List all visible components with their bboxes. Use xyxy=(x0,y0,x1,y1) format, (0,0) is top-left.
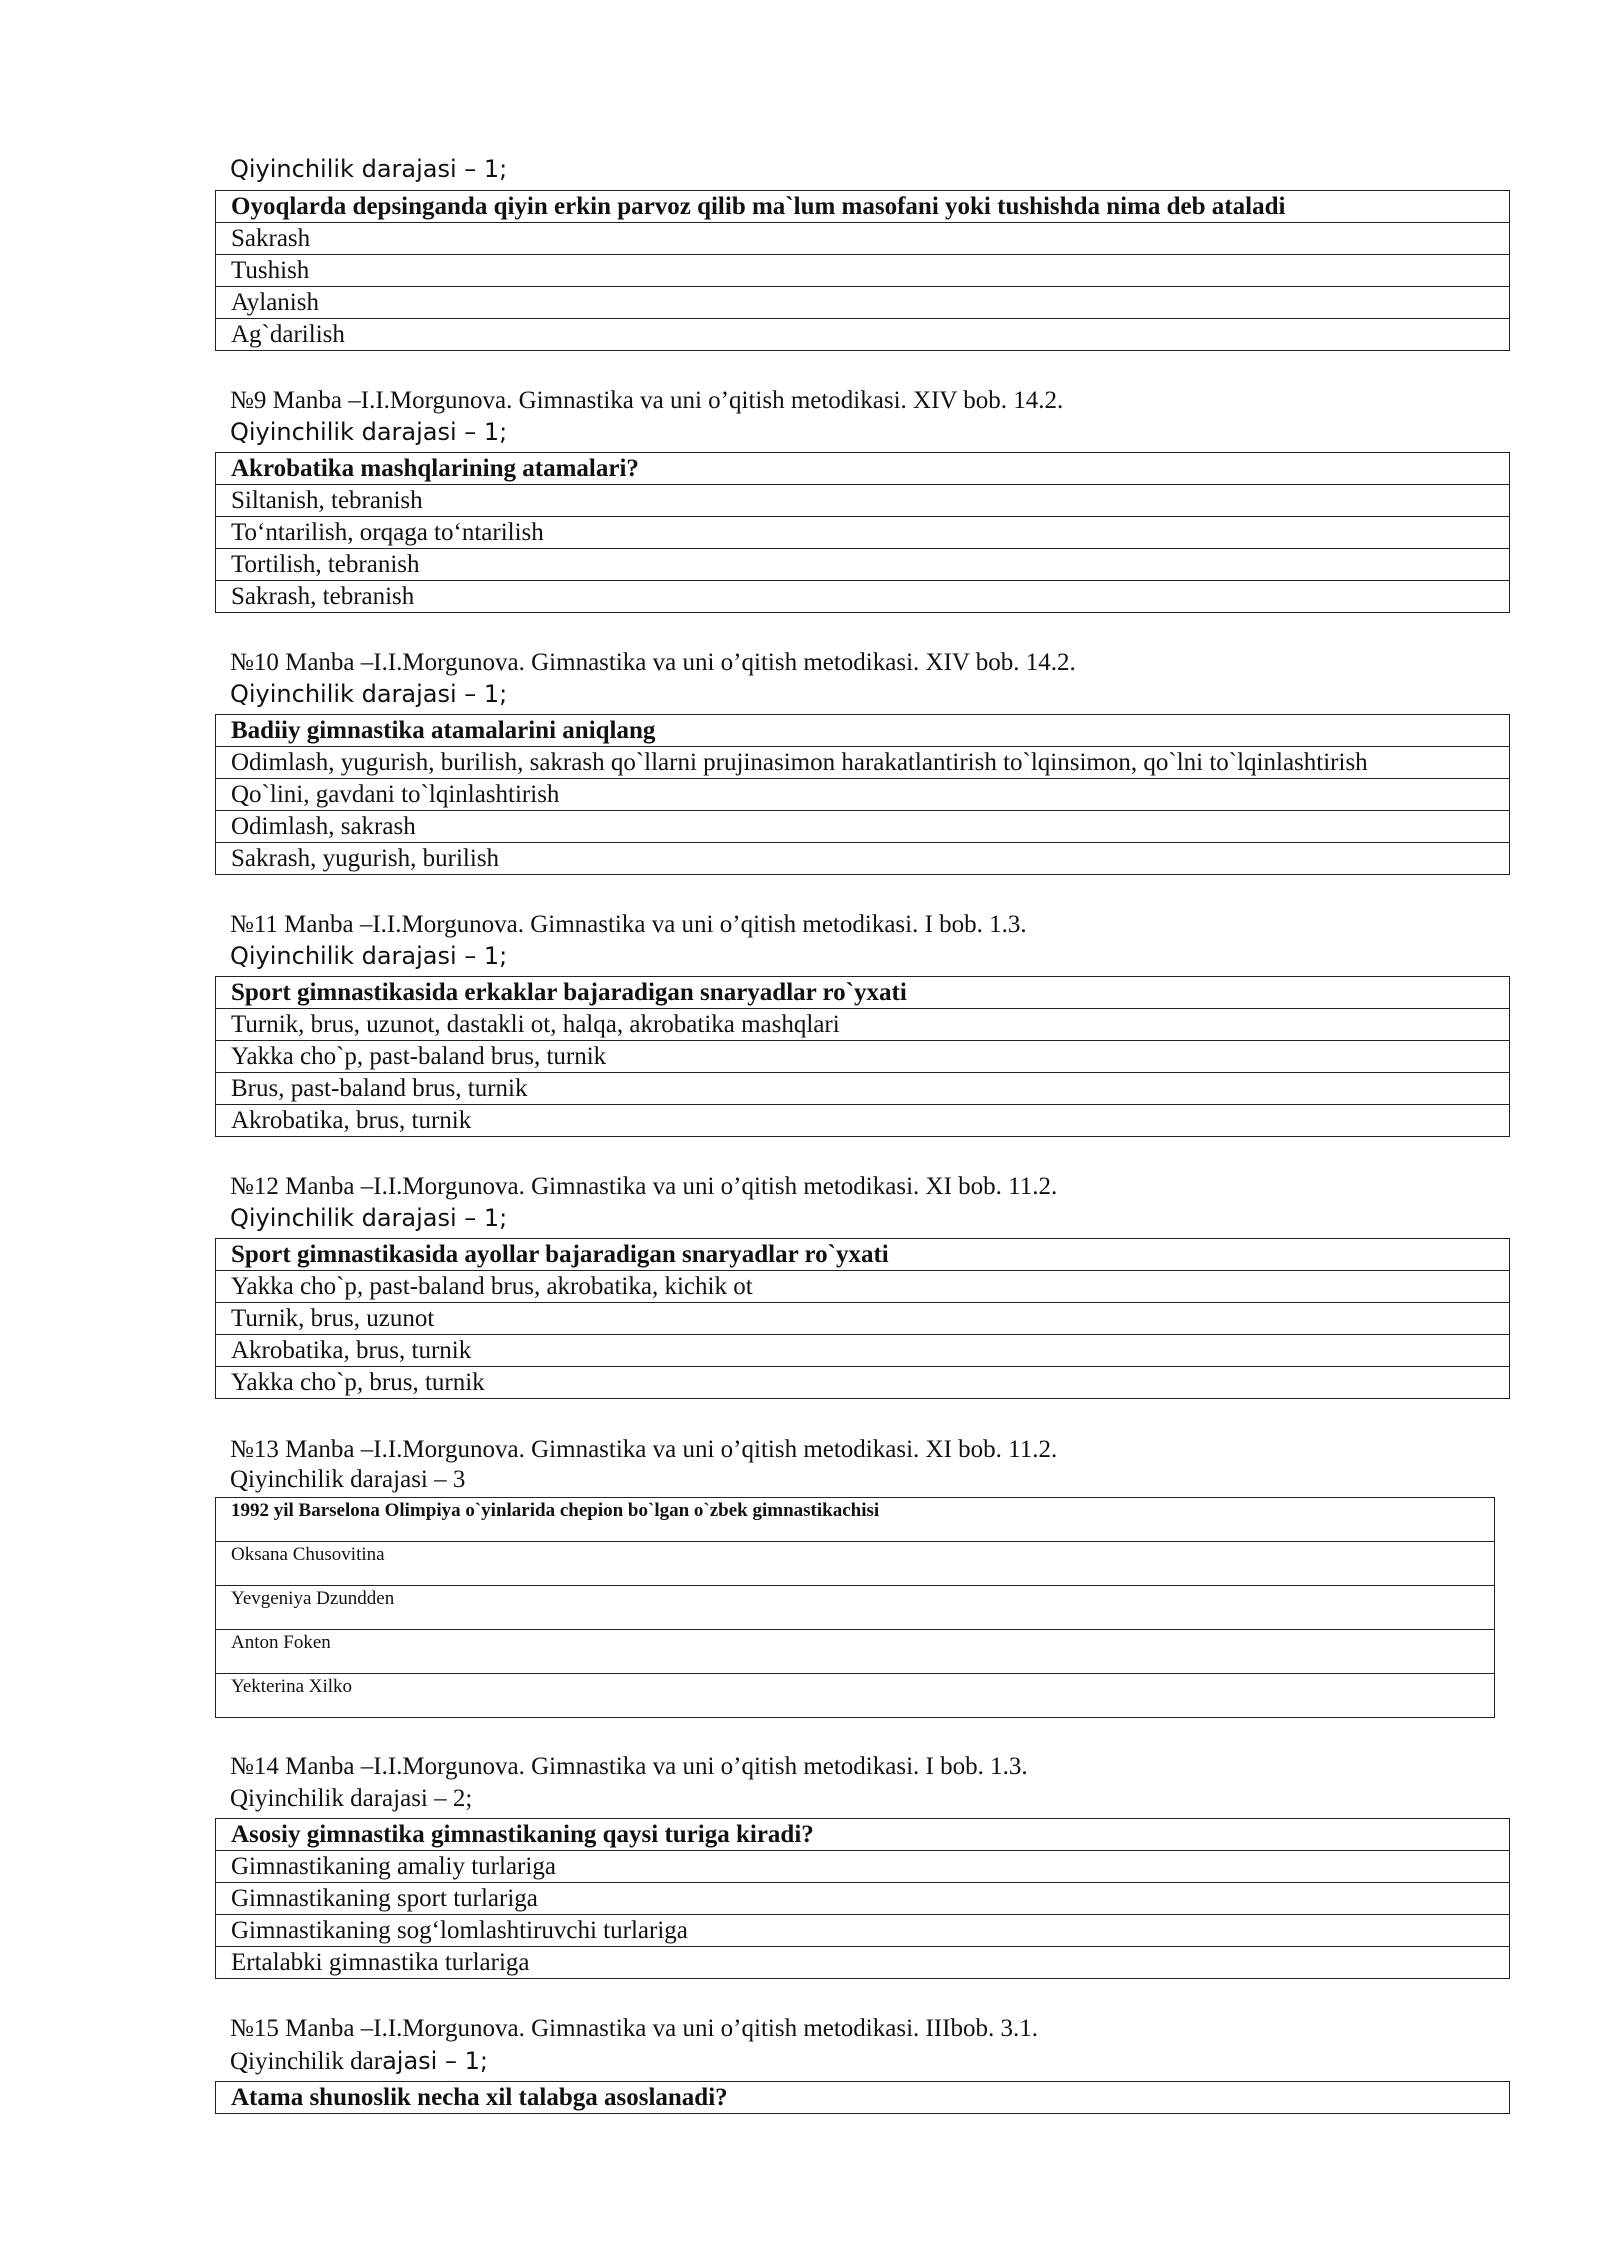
answer-option: Gimnastikaning sport turlariga xyxy=(216,1883,1510,1915)
source-reference: №13 Manba –I.I.Morgunova. Gimnastika va uni o’qitish metodikasi. XI bob. 11.2. xyxy=(230,1436,1058,1463)
difficulty-level: Qiyinchilik darajasi – 1; xyxy=(230,942,508,970)
source-reference: №14 Manba –I.I.Morgunova. Gimnastika va uni o’qitish metodikasi. I bob. 1.3. xyxy=(230,1753,1028,1780)
question-text: Badiiy gimnastika atamalarini aniqlang xyxy=(216,715,1510,747)
answer-option: Sakrash, yugurish, burilish xyxy=(216,843,1510,875)
question-table xyxy=(215,1497,1495,1718)
difficulty-level: Qiyinchilik darajasi – 3 xyxy=(230,1466,466,1493)
answer-option: Yakka cho`p, past-baland brus, akrobatika, kichik ot xyxy=(216,1271,1510,1303)
source-reference: №12 Manba –I.I.Morgunova. Gimnastika va uni o’qitish metodikasi. XI bob. 11.2. xyxy=(230,1173,1058,1200)
question-text: Oyoqlarda depsinganda qiyin erkin parvoz qilib ma`lum masofani yoki tushishda nima deb ataladi xyxy=(216,191,1510,223)
answer-option: Akrobatika, brus, turnik xyxy=(216,1105,1510,1137)
answer-option: Gimnastikaning sog‘lomlashtiruvchi turlariga xyxy=(216,1915,1510,1947)
answer-option: Oksana Chusovitina xyxy=(216,1542,1495,1586)
answer-option: Ertalabki gimnastika turlariga xyxy=(216,1947,1510,1979)
question-table xyxy=(215,2081,1510,2114)
answer-option: Gimnastikaning amaliy turlariga xyxy=(216,1851,1510,1883)
difficulty-level: Qiyinchilik darajasi – 1; xyxy=(230,155,508,183)
difficulty-level: Qiyinchilik darajasi – 1; xyxy=(230,680,508,708)
question-table xyxy=(215,190,1510,351)
question-table xyxy=(215,1818,1510,1979)
question-table xyxy=(215,1238,1510,1399)
difficulty-level xyxy=(230,2046,488,2077)
question-table xyxy=(215,714,1510,875)
difficulty-level-part2: ajasi – 1; xyxy=(382,2047,488,2075)
answer-option: Turnik, brus, uzunot, dastakli ot, halqa, akrobatika mashqlari xyxy=(216,1009,1510,1041)
question-table xyxy=(215,976,1510,1137)
difficulty-level: Qiyinchilik darajasi – 2; xyxy=(230,1785,473,1812)
source-reference: №10 Manba –I.I.Morgunova. Gimnastika va uni o’qitish metodikasi. XIV bob. 14.2. xyxy=(230,649,1076,676)
question-text: Atama shunoslik necha xil talabga asoslanadi? xyxy=(216,2082,1510,2114)
answer-option: Yevgeniya Dzundden xyxy=(216,1586,1495,1630)
answer-option: Yekterina Xilko xyxy=(216,1674,1495,1718)
answer-option: Odimlash, sakrash xyxy=(216,811,1510,843)
answer-option: Brus, past-baland brus, turnik xyxy=(216,1073,1510,1105)
answer-option: Yakka cho`p, brus, turnik xyxy=(216,1367,1510,1399)
difficulty-level: Qiyinchilik darajasi – 1; xyxy=(230,1204,508,1232)
source-reference: №11 Manba –I.I.Morgunova. Gimnastika va uni o’qitish metodikasi. I bob. 1.3. xyxy=(230,911,1027,938)
answer-option: Sakrash xyxy=(216,223,1510,255)
answer-option: Ag`darilish xyxy=(216,319,1510,351)
answer-option: Aylanish xyxy=(216,287,1510,319)
answer-option: Anton Foken xyxy=(216,1630,1495,1674)
difficulty-level-part1: Qiyinchilik dar xyxy=(230,2048,383,2075)
answer-option: Odimlash, yugurish, burilish, sakrash qo`llarni prujinasimon harakatlantirish to`lqinsimon, qo`lni to`lqinlashtirish xyxy=(216,747,1510,779)
source-reference: №9 Manba –I.I.Morgunova. Gimnastika va uni o’qitish metodikasi. XIV bob. 14.2. xyxy=(230,387,1064,414)
answer-option: Sakrash, tebranish xyxy=(216,581,1510,613)
answer-option: Tortilish, tebranish xyxy=(216,549,1510,581)
answer-option: Turnik, brus, uzunot xyxy=(216,1303,1510,1335)
source-reference: №15 Manba –I.I.Morgunova. Gimnastika va uni o’qitish metodikasi. IIIbob. 3.1. xyxy=(230,2015,1038,2042)
question-table xyxy=(215,452,1510,613)
question-text: Sport gimnastikasida erkaklar bajaradigan snaryadlar ro`yxati xyxy=(216,977,1510,1009)
question-text: Sport gimnastikasida ayollar bajaradigan snaryadlar ro`yxati xyxy=(216,1239,1510,1271)
difficulty-level: Qiyinchilik darajasi – 1; xyxy=(230,418,508,446)
question-text: 1992 yil Barselona Olimpiya o`yinlarida chepion bo`lgan o`zbek gimnastikachisi xyxy=(216,1498,1495,1542)
answer-option: Tushish xyxy=(216,255,1510,287)
answer-option: Siltanish, tebranish xyxy=(216,485,1510,517)
question-text: Asosiy gimnastika gimnastikaning qaysi turiga kiradi? xyxy=(216,1819,1510,1851)
answer-option: To‘ntarilish, orqaga to‘ntarilish xyxy=(216,517,1510,549)
answer-option: Akrobatika, brus, turnik xyxy=(216,1335,1510,1367)
answer-option: Yakka cho`p, past-baland brus, turnik xyxy=(216,1041,1510,1073)
question-text: Akrobatika mashqlarining atamalari? xyxy=(216,453,1510,485)
answer-option: Qo`lini, gavdani to`lqinlashtirish xyxy=(216,779,1510,811)
